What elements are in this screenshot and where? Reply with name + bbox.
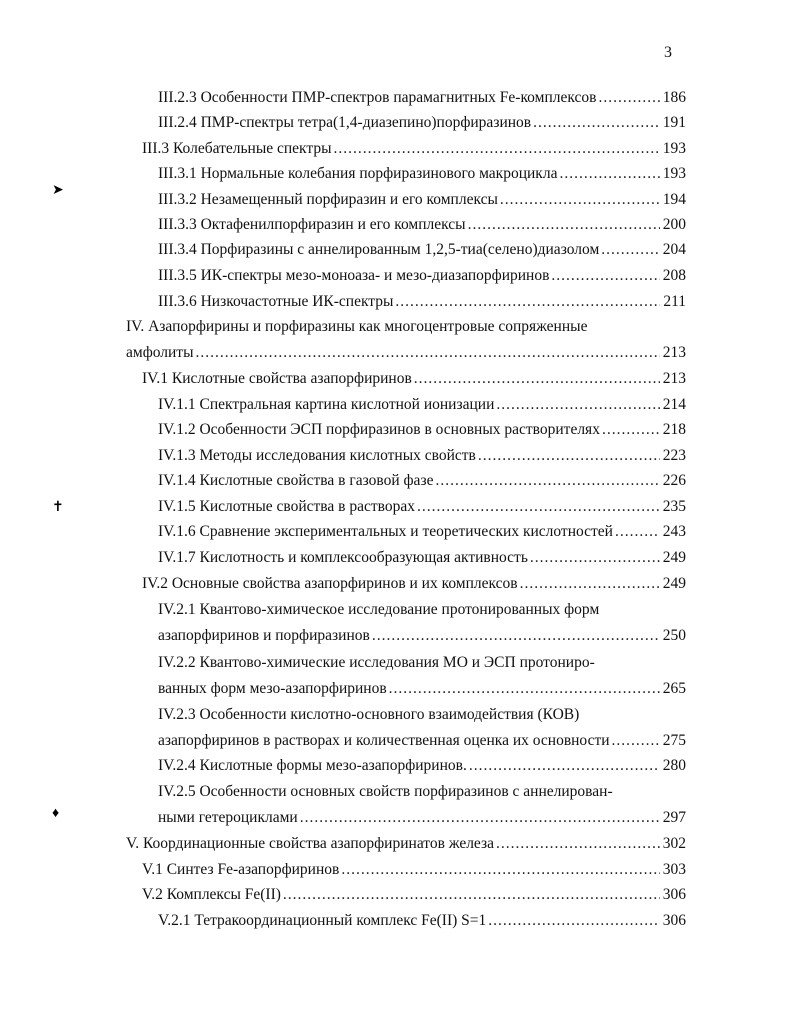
- dot-leader: [601, 238, 659, 262]
- toc-entry-label: IV.1.6 Сравнение экспериментальных и теоретических кислотностей: [158, 523, 613, 540]
- dot-leader: [520, 572, 660, 596]
- toc-entry-label: III.2.3 Особенности ПМР-спектров парамагнитных Fe-комплексов: [158, 89, 597, 106]
- dot-leader: [602, 418, 660, 442]
- toc-entry-label: V. Координационные свойства азапорфиринатов железа: [126, 835, 495, 852]
- toc-entry[interactable]: [158, 162, 686, 186]
- toc-entry[interactable]: [142, 883, 686, 907]
- toc-entry-page: 235: [662, 498, 686, 515]
- toc-entry-label: IV.1.1 Спектральная картина кислотной ионизации: [158, 396, 495, 413]
- dot-leader: [530, 546, 660, 570]
- toc-entry-page: 250: [662, 627, 686, 644]
- toc-entry[interactable]: [142, 137, 686, 161]
- dot-leader: [300, 806, 660, 830]
- toc-entry-label: ными гетероциклами: [158, 809, 298, 826]
- toc-entry-label: амфолиты: [126, 344, 194, 361]
- toc-entry-page: 280: [662, 757, 686, 774]
- dot-leader: [341, 858, 659, 882]
- toc-entry[interactable]: [158, 909, 686, 933]
- toc-entry[interactable]: [158, 677, 686, 701]
- toc-entry-page: 213: [662, 344, 686, 361]
- toc-entry-page: 249: [662, 549, 686, 566]
- toc-entry-page: 194: [662, 191, 686, 208]
- toc-entry[interactable]: [158, 418, 686, 442]
- dot-leader: [496, 393, 659, 417]
- toc-entry-page: 204: [662, 241, 686, 258]
- toc-entry-first-line[interactable]: IV.2.2 Квантово-химические исследования МО и ЭСП протониро-: [158, 654, 595, 671]
- dot-leader: [478, 444, 660, 468]
- toc-entry-label: V.2.1 Тетракоординационный комплекс Fe(II) S=1: [158, 912, 487, 929]
- toc-entry[interactable]: [158, 444, 686, 468]
- toc-entry-first-line[interactable]: IV.2.1 Квантово-химическое исследование протонированных форм: [158, 601, 600, 618]
- toc-entry-page: 213: [662, 370, 686, 387]
- toc-entry[interactable]: [158, 806, 686, 830]
- toc-entry-first-line[interactable]: IV. Азапорфирины и порфиразины как многоцентровые сопряженные: [126, 318, 588, 335]
- toc-entry-label: азапорфиринов в растворах и количественная оценка их основности: [158, 732, 610, 749]
- toc-entry[interactable]: [126, 341, 686, 365]
- toc-entry-page: 243: [662, 523, 686, 540]
- toc-entry-page: 186: [662, 89, 686, 106]
- dot-leader: [533, 111, 660, 135]
- dot-leader: [500, 188, 660, 212]
- toc-entry[interactable]: [158, 469, 686, 493]
- toc-entry-label: IV.1 Кислотные свойства азапорфиринов: [142, 370, 412, 387]
- toc-entry-label: V.1 Синтез Fe-азапорфиринов: [142, 861, 340, 878]
- toc-entry-page: 265: [662, 680, 686, 697]
- dot-leader: [496, 832, 660, 856]
- toc-entry-page: 208: [662, 267, 686, 284]
- toc-entry-page: 302: [662, 835, 686, 852]
- toc-entry-page: 214: [662, 396, 686, 413]
- toc-entry-page: 249: [662, 575, 686, 592]
- toc-entry-page: 303: [662, 861, 686, 878]
- toc-entry[interactable]: [158, 546, 686, 570]
- toc-entry-label: III.3.5 ИК-спектры мезо-моноаза- и мезо-диазапорфиринов: [158, 267, 550, 284]
- toc-entry-label: III.3.1 Нормальные колебания порфиразинового макроцикла: [158, 165, 558, 182]
- page-number: 3: [664, 44, 672, 61]
- dot-leader: [488, 909, 659, 933]
- dot-leader: [283, 883, 660, 907]
- toc-entry[interactable]: [142, 858, 686, 882]
- toc-entry[interactable]: [158, 754, 686, 778]
- toc-entry-label: III.3.2 Незамещенный порфиразин и его комплексы: [158, 191, 498, 208]
- toc-entry[interactable]: [158, 624, 686, 648]
- toc-entry[interactable]: [126, 832, 686, 856]
- toc-entry-label: IV.1.4 Кислотные свойства в газовой фазе: [158, 472, 434, 489]
- dot-leader: [612, 729, 660, 753]
- toc-entry-page: 218: [662, 421, 686, 438]
- dot-leader: [196, 341, 660, 365]
- dot-leader: [469, 754, 660, 778]
- toc-entry-label: III.3.4 Порфиразины с аннелированным 1,2,5-тиа(селено)диазолом: [158, 241, 600, 258]
- toc-entry[interactable]: [158, 213, 686, 237]
- toc-entry-label: IV.2 Основные свойства азапорфиринов и их комплексов: [142, 575, 518, 592]
- margin-arrow-mark: ➤: [52, 183, 64, 198]
- toc-entry-label: IV.1.7 Кислотность и комплексообразующая активность: [158, 549, 528, 566]
- dot-leader: [435, 469, 659, 493]
- toc-entry-label: III.3.6 Низкочастотные ИК-спектры: [158, 293, 394, 310]
- dot-leader: [372, 624, 660, 648]
- toc-entry[interactable]: [158, 86, 686, 110]
- toc-entry-label: азапорфиринов и порфиразинов: [158, 627, 370, 644]
- toc-entry[interactable]: [142, 572, 686, 596]
- toc-entry[interactable]: [158, 290, 686, 314]
- dot-leader: [334, 137, 660, 161]
- toc-entry-label: IV.1.2 Особенности ЭСП порфиразинов в основных растворителях: [158, 421, 600, 438]
- toc-entry-page: 191: [662, 114, 686, 131]
- toc-entry[interactable]: [158, 111, 686, 135]
- dot-leader: [395, 290, 660, 314]
- toc-entry-page: 297: [662, 809, 686, 826]
- margin-dot-mark: ♦: [52, 806, 60, 821]
- toc-entry-page: 275: [662, 732, 686, 749]
- toc-entry-page: 193: [662, 165, 686, 182]
- toc-entry-label: III.2.4 ПМР-спектры тетра(1,4-диазепино)порфиразинов: [158, 114, 532, 131]
- dot-leader: [551, 264, 659, 288]
- toc-entry-label: IV.2.4 Кислотные формы мезо-азапорфиринов.: [158, 757, 467, 774]
- dot-leader: [468, 213, 660, 237]
- toc-entry[interactable]: [158, 264, 686, 288]
- toc-entry-page: 211: [663, 293, 686, 310]
- toc-entry[interactable]: [158, 729, 686, 753]
- toc-entry-label: IV.1.3 Методы исследования кислотных свойств: [158, 447, 476, 464]
- toc-entry[interactable]: [158, 393, 686, 417]
- toc-entry-page: 193: [662, 140, 686, 157]
- toc-entry-page: 223: [662, 447, 686, 464]
- toc-entry-label: ванных форм мезо-азапорфиринов: [158, 680, 387, 697]
- toc-entry[interactable]: [158, 495, 686, 519]
- toc-entry-page: 226: [662, 472, 686, 489]
- toc-entry-label: V.2 Комплексы Fe(II): [142, 886, 281, 903]
- toc-entry[interactable]: [158, 238, 686, 262]
- toc-entry-first-line[interactable]: IV.2.5 Особенности основных свойств порфиразинов с аннелирован-: [158, 783, 613, 800]
- dot-leader: [615, 520, 660, 544]
- dot-leader: [389, 677, 660, 701]
- dot-leader: [559, 162, 659, 186]
- toc-entry-page: 200: [662, 216, 686, 233]
- toc-entry-label: III.3.3 Октафенилпорфиразин и его комплексы: [158, 216, 466, 233]
- toc-entry-first-line[interactable]: IV.2.3 Особенности кислотно-основного взаимодействия (КОВ): [158, 706, 580, 723]
- toc-entry-label: IV.1.5 Кислотные свойства в растворах: [158, 498, 415, 515]
- toc-entry[interactable]: [158, 520, 686, 544]
- toc-entry-label: III.3 Колебательные спектры: [142, 140, 332, 157]
- toc-entry-page: 306: [662, 912, 686, 929]
- dot-leader: [414, 367, 660, 391]
- toc-entry[interactable]: [142, 367, 686, 391]
- dot-leader: [417, 495, 660, 519]
- margin-cross-mark: ✝: [52, 500, 64, 515]
- toc-entry-page: 306: [662, 886, 686, 903]
- dot-leader: [598, 86, 659, 110]
- toc-entry[interactable]: [158, 188, 686, 212]
